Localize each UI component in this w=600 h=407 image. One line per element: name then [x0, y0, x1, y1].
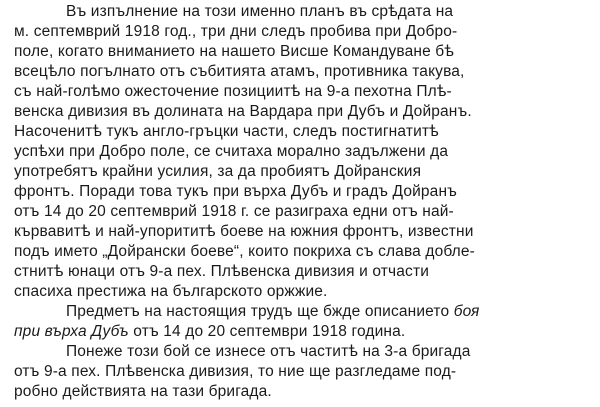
text-line: спасиха престижа на българското оржжие. [14, 283, 328, 300]
text-line: фронтъ. Поради това тукъ при върха Дубъ и градъ Дойранъ [14, 183, 457, 200]
text-line: употребятъ крайни усилия, за да пробиятъ Дойранския [14, 163, 422, 180]
text-line: подъ името „Дойрански боеве“, които покриха съ слава доблe- [14, 243, 475, 260]
text-line: стнитѣ юнаци отъ 9-а пех. Плѣвенска дивизия и отчасти [14, 263, 430, 280]
text-line: отъ 14 до 20 септемврий 1918 г. се разиграха едни отъ най- [14, 203, 454, 220]
text-line: при върха Дубъ отъ 14 до 20 септември 1918 година. [14, 323, 406, 340]
text-line: всецѣло погълнато отъ събитията атамъ, противника такува, [14, 63, 465, 80]
text-line: робно действията на тази бригада. [14, 383, 272, 400]
text-line: поле, когато вниманието на нашето Висше Командуване бѣ [14, 43, 454, 60]
text-line: м. септемврий 1918 год., три дни следъ пробива при Добро- [14, 23, 458, 40]
text-line: Предметъ на настоящия трудъ ще бжде описанието боя [66, 303, 480, 320]
text-line: успѣхи при Добро поле, се считаха морално задължени да [14, 143, 449, 160]
text-line: венска дивизия въ долината на Вардара при Дубъ и Дойранъ. [14, 103, 472, 120]
text-line: Понеже този бой се изнесе отъ частитѣ на 3-а бригада [66, 343, 471, 360]
text-line: съ най-голѣмо ожесточение позициитѣ на 9-а пехотна Плѣ- [14, 83, 452, 100]
text-line: кървавитѣ и най-упорититѣ боеве на южния фронтъ, известни [14, 223, 474, 240]
text-line: Въ изпълнение на този именно планъ въ срѣдата на [66, 3, 454, 20]
text-line: Насоченитѣ тукъ англо-гръцки части, следъ постигнатитѣ [14, 123, 439, 140]
text-line: отъ 9-а пех. Плѣвенска дивизия, то ние ще разгледаме под- [14, 363, 457, 380]
